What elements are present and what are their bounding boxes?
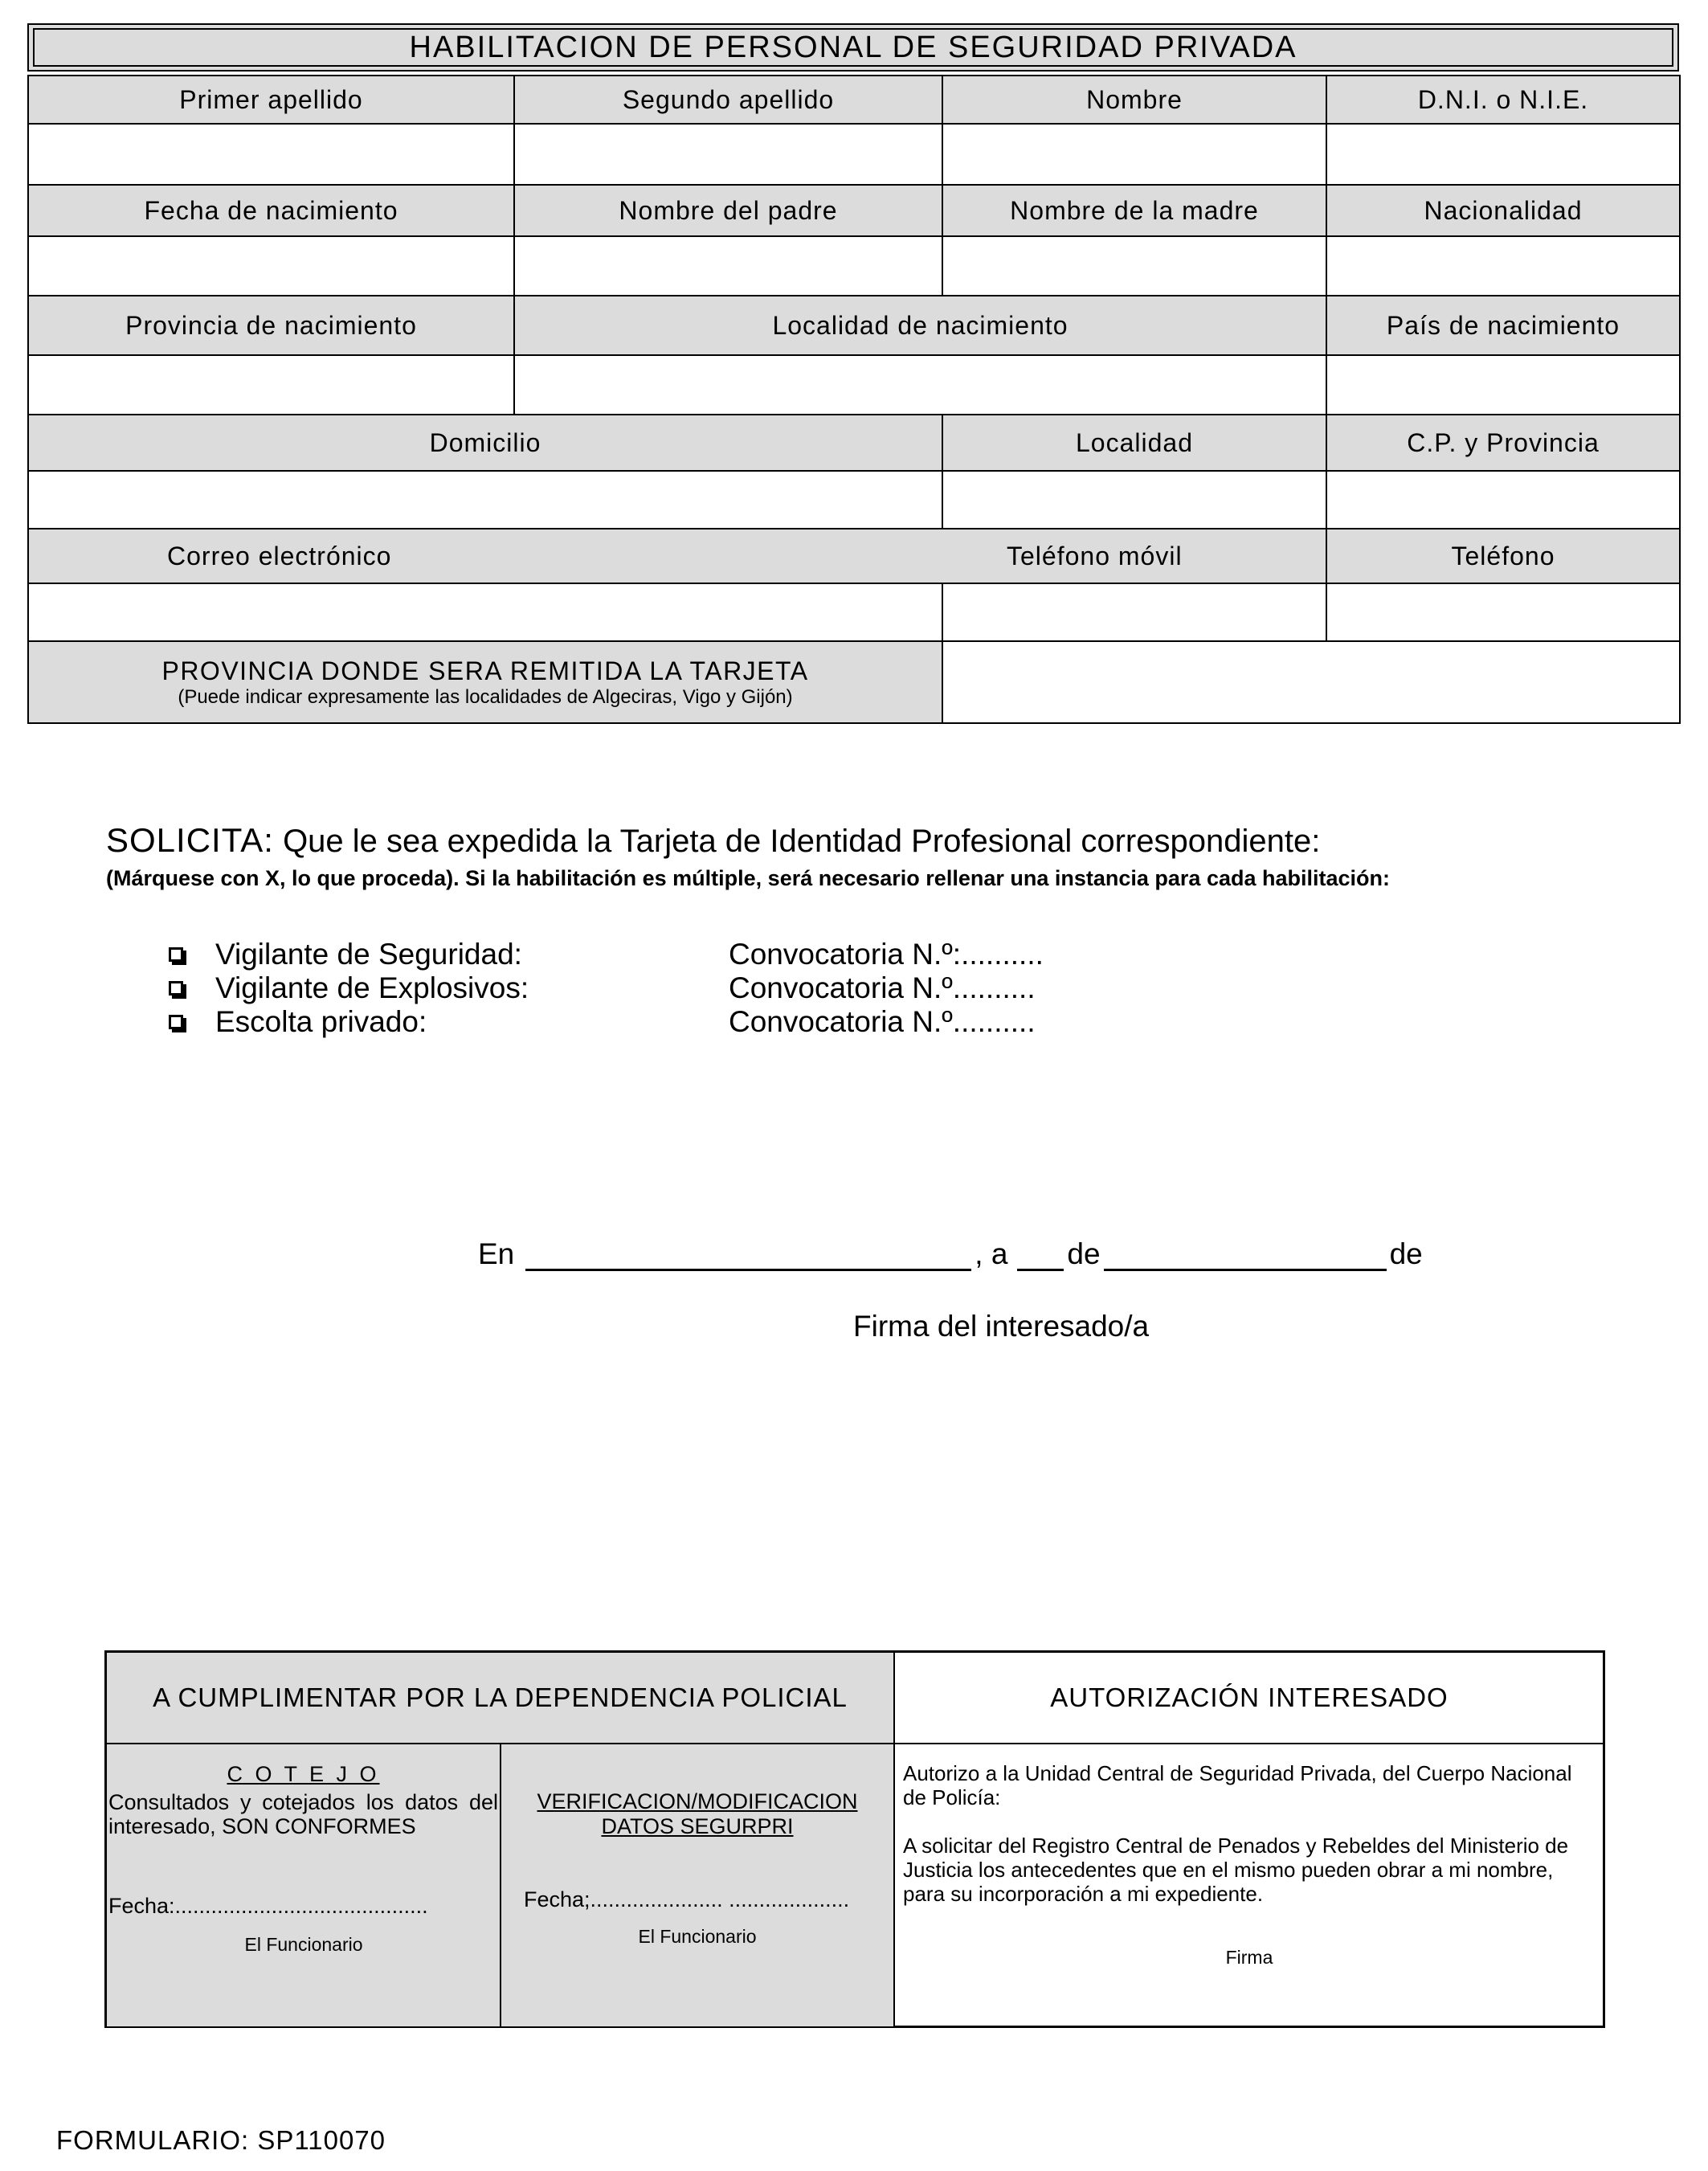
input-primer-apellido[interactable] <box>27 123 515 186</box>
header-provincia-tarjeta <box>27 640 943 724</box>
input-localidad-nacimiento[interactable] <box>513 354 1327 415</box>
input-dni[interactable] <box>1326 123 1681 186</box>
auth-text-2: A solicitar del Registro Central de Penados y Rebeldes del Ministerio de Justicia los antecedentes que en el mismo pueden obrar a mi nombre, para su incorporación a mi expediente. <box>903 1834 1569 1906</box>
option-vigilante-seguridad[interactable] <box>169 937 522 972</box>
convocatoria-seguridad: Convocatoria N.º:.......... <box>729 938 1044 971</box>
cotejo-funcionario: El Funcionario <box>244 1934 363 1955</box>
auth-firma: Firma <box>1225 1947 1273 1968</box>
header-correo-telefono-movil <box>27 528 1327 584</box>
checkbox-icon[interactable] <box>169 1015 183 1029</box>
convocatoria-explosivos: Convocatoria N.º.......... <box>729 971 1036 1004</box>
header-localidad-nacimiento: Localidad de nacimiento <box>513 295 1327 356</box>
checkbox-icon[interactable] <box>169 947 183 962</box>
day-blank[interactable] <box>1017 1241 1064 1271</box>
input-correo[interactable] <box>27 583 945 642</box>
header-pais-nacimiento: País de nacimiento <box>1326 295 1681 356</box>
input-nacionalidad[interactable] <box>1326 235 1681 296</box>
header-nacionalidad: Nacionalidad <box>1326 184 1681 237</box>
provincia-tarjeta-note: (Puede indicar expresamente las localidades de Algeciras, Vigo y Gijón) <box>178 685 793 708</box>
header-telefono: Teléfono <box>1326 528 1681 584</box>
police-header: A CUMPLIMENTAR POR LA DEPENDENCIA POLICIAL <box>105 1651 895 1744</box>
de-label-1: de <box>1067 1237 1101 1270</box>
convocatoria-escolta: Convocatoria N.º.......... <box>729 1005 1036 1038</box>
checkbox-icon[interactable] <box>169 981 183 996</box>
option-escolta-privado[interactable] <box>169 1004 427 1040</box>
header-domicilio: Domicilio <box>27 414 943 472</box>
input-localidad[interactable] <box>942 470 1327 529</box>
firma-interesado: Firma del interesado/a <box>853 1310 1150 1343</box>
input-segundo-apellido[interactable] <box>513 123 943 186</box>
a-label: , a <box>975 1237 1008 1270</box>
autorizacion-cell <box>893 1743 1605 2028</box>
input-pais-nacimiento[interactable] <box>1326 354 1681 415</box>
place-blank[interactable] <box>525 1241 971 1271</box>
verificacion-cell <box>500 1743 895 2028</box>
header-telefono-movil: Teléfono móvil <box>1007 541 1183 570</box>
header-nombre: Nombre <box>942 75 1327 125</box>
verificacion-fecha: Fecha;...................... .................... <box>524 1887 850 1911</box>
input-provincia-nacimiento[interactable] <box>27 354 515 415</box>
form-code: FORMULARIO: SP110070 <box>56 2125 386 2155</box>
solicita-note: (Márquese con X, lo que proceda). Si la habilitación es múltiple, será necesario rellenar una instancia para cada habilitación: <box>106 866 1390 890</box>
header-localidad: Localidad <box>942 414 1327 472</box>
solicita-text: Que le sea expedida la Tarjeta de Identidad Profesional correspondiente: <box>283 824 1321 859</box>
input-domicilio[interactable] <box>27 470 943 529</box>
header-fecha-nacimiento: Fecha de nacimiento <box>27 184 515 237</box>
month-blank[interactable] <box>1104 1241 1387 1271</box>
solicita-label: SOLICITA: <box>106 821 274 859</box>
police-table <box>104 1650 1605 2028</box>
input-telefono[interactable] <box>1326 583 1681 642</box>
option-vigilante-explosivos[interactable] <box>169 971 529 1006</box>
option-label: Escolta privado: <box>215 1005 427 1038</box>
option-label: Vigilante de Explosivos: <box>215 971 529 1004</box>
cotejo-cell <box>105 1743 501 2028</box>
solicita-line <box>106 821 1320 860</box>
header-nombre-madre: Nombre de la madre <box>942 184 1327 237</box>
input-telefono-movil[interactable] <box>942 583 1327 642</box>
header-dni: D.N.I. o N.I.E. <box>1326 75 1681 125</box>
input-cp-provincia[interactable] <box>1326 470 1681 529</box>
auth-header: AUTORIZACIÓN INTERESADO <box>893 1651 1605 1744</box>
header-provincia-nacimiento: Provincia de nacimiento <box>27 295 515 356</box>
cotejo-title: C O T E J O <box>227 1762 380 1786</box>
input-nombre-padre[interactable] <box>513 235 943 296</box>
de-label-2: de <box>1389 1237 1423 1270</box>
provincia-tarjeta-label: PROVINCIA DONDE SERA REMITIDA LA TARJETA <box>161 656 809 685</box>
cotejo-fecha: Fecha:.......................................... <box>108 1894 428 1918</box>
input-fecha-nacimiento[interactable] <box>27 235 515 296</box>
input-provincia-tarjeta[interactable] <box>942 640 1681 724</box>
verificacion-funcionario: El Funcionario <box>638 1926 757 1947</box>
verificacion-title: VERIFICACION/MODIFICACION DATOS SEGURPRI <box>537 1789 858 1839</box>
header-nombre-padre: Nombre del padre <box>513 184 943 237</box>
en-label: En <box>478 1237 515 1270</box>
header-cp-provincia: C.P. y Provincia <box>1326 414 1681 472</box>
input-nombre[interactable] <box>942 123 1327 186</box>
cotejo-text: Consultados y cotejados los datos del interesado, SON CONFORMES <box>108 1790 498 1838</box>
input-nombre-madre[interactable] <box>942 235 1327 296</box>
option-label: Vigilante de Seguridad: <box>215 938 522 971</box>
auth-text-1: Autorizo a la Unidad Central de Seguridad Privada, del Cuerpo Nacional de Policía: <box>903 1761 1572 1809</box>
form-title <box>27 23 1679 72</box>
form-title-text: HABILITACION DE PERSONAL DE SEGURIDAD PRIVADA <box>409 30 1297 64</box>
header-segundo-apellido: Segundo apellido <box>513 75 943 125</box>
header-primer-apellido: Primer apellido <box>27 75 515 125</box>
place-date-line <box>478 1237 1423 1271</box>
header-correo: Correo electrónico <box>167 541 392 570</box>
